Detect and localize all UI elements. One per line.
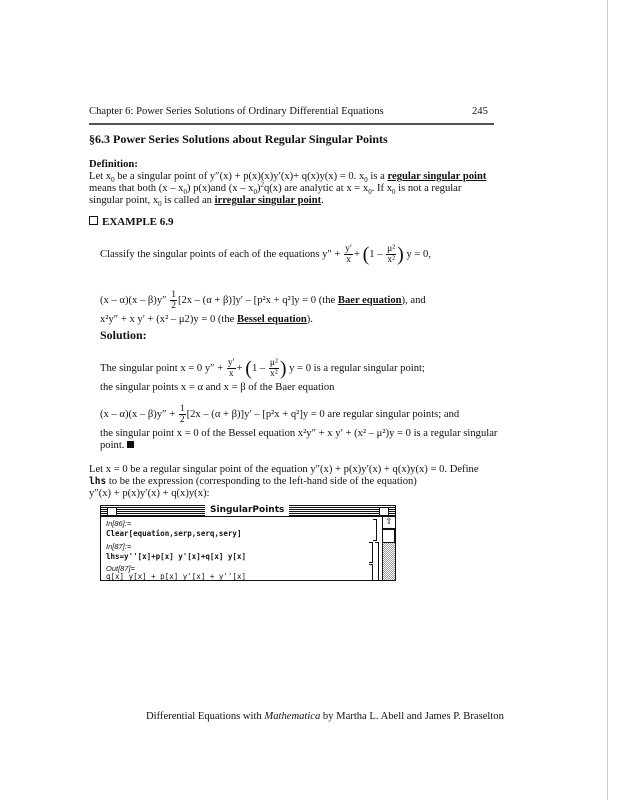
- bessel-equation-term: Bessel equation: [237, 314, 307, 325]
- output-cell-87: q[x] y[x] + p[x] y'[x] + y''[x]: [106, 572, 246, 581]
- footer: Differential Equations with Mathematica by Martha L. Abell and James P. Braselton: [146, 711, 504, 722]
- baer-equation: (x – α)(x – β)y″ $\frac{1}{2}$ [2x – (α + β)]y′ – [p²x + q²]y = 0 (the Baer equation), and: [100, 290, 426, 311]
- baer-equation-term: Baer equation: [337, 294, 402, 306]
- end-of-proof-icon: [127, 441, 134, 448]
- definition-line-1: Let $x_0$ be a singular point of y″(x) + p(x)(x)y′(x)+ q(x)y(x) = 0. $x_0$ is a regular singular point: [89, 171, 487, 185]
- irregular-singular-point-term: irregular singular point: [214, 195, 322, 206]
- window-title: SingularPoints: [205, 505, 289, 516]
- scroll-thumb[interactable]: [383, 529, 395, 543]
- definition-heading: Definition:: [89, 159, 138, 170]
- zoom-box-icon[interactable]: [379, 507, 389, 516]
- running-header: Chapter 6: Power Series Solutions of Ordinary Differential Equations: [89, 106, 384, 117]
- solution-line-3: (x – α)(x – β)y″ + $\frac{1}{2}$ [2x – (α + β)]y′ – [p²x + q²]y = 0 are regular singular points; and: [100, 404, 460, 425]
- example-question: Classify the singular points of each of the equations y″ + $\frac{y'}{x}$ + (1 – $\frac{\text{μ²}}{\text{x²}}$ ) y = 0,: [100, 243, 431, 266]
- cell-bracket[interactable]: [369, 564, 373, 581]
- definition-line-3: singular point, $x_0$ is called an irregular singular point.: [89, 195, 324, 209]
- cell-bracket[interactable]: [373, 519, 377, 541]
- solution-line-4: the singular point x = 0 of the Bessel equation x²y″ + x y′ + (x² – μ²)y = 0 is a regular singular: [100, 428, 498, 439]
- paragraph-line-1: Let x = 0 be a regular singular point of the equation y″(x) + p(x)y′(x) + q(x)y(x) = 0. Define: [89, 464, 479, 475]
- vertical-scrollbar[interactable]: [382, 517, 395, 580]
- page-edge: [607, 0, 608, 800]
- scroll-up-arrow-icon[interactable]: ⇧: [383, 517, 395, 529]
- solution-heading: Solution:: [100, 328, 147, 342]
- notebook-window: [100, 505, 396, 581]
- regular-singular-point-term: regular singular point: [387, 171, 487, 182]
- solution-line-5: point.: [100, 440, 134, 452]
- section-title: §6.3 Power Series Solutions about Regular Singular Points: [89, 132, 388, 146]
- solution-line-1: The singular point x = 0 y″ + $\frac{y'}{x}$ + (1 – $\frac{\text{μ²}}{\text{x²}}$ ) y = 0 is a regular singular point;: [100, 357, 425, 380]
- header-rule: [89, 123, 494, 125]
- close-box-icon[interactable]: [107, 507, 117, 516]
- example-heading: EXAMPLE 6.9: [89, 216, 174, 228]
- output-label-87: Out[87]=: [106, 564, 135, 573]
- paragraph-line-2: lhs to be the expression (corresponding to the left-hand side of the equation): [89, 476, 417, 487]
- group-bracket[interactable]: [375, 542, 379, 581]
- title-bar[interactable]: [101, 506, 395, 517]
- bessel-equation: x²y″ + x y′ + (x² – μ2)y = 0 (the Bessel equation).: [100, 314, 313, 325]
- page-number: 245: [472, 106, 488, 117]
- checkbox-icon: [89, 216, 98, 225]
- paragraph-line-3: y″(x) + p(x)y′(x) + q(x)y(x):: [89, 488, 210, 499]
- input-cell-86[interactable]: Clear[equation,serp,serq,sery]: [106, 529, 242, 538]
- cell-bracket[interactable]: [369, 542, 373, 563]
- definition-line-2: means that both $(x - x_0)$ p(x)and $(x - x_0)^2q(x)$ are analytic at $x = x_0$. If $x_0$ is not a regular: [89, 180, 462, 197]
- solution-line-2: the singular points x = α and x = β of the Baer equation: [100, 382, 335, 393]
- input-cell-87[interactable]: lhs=y''[x]+p[x] y'[x]+q[x] y[x]: [106, 552, 246, 561]
- input-label-86: In[86]:=: [106, 519, 132, 528]
- input-label-87: In[87]:=: [106, 542, 132, 551]
